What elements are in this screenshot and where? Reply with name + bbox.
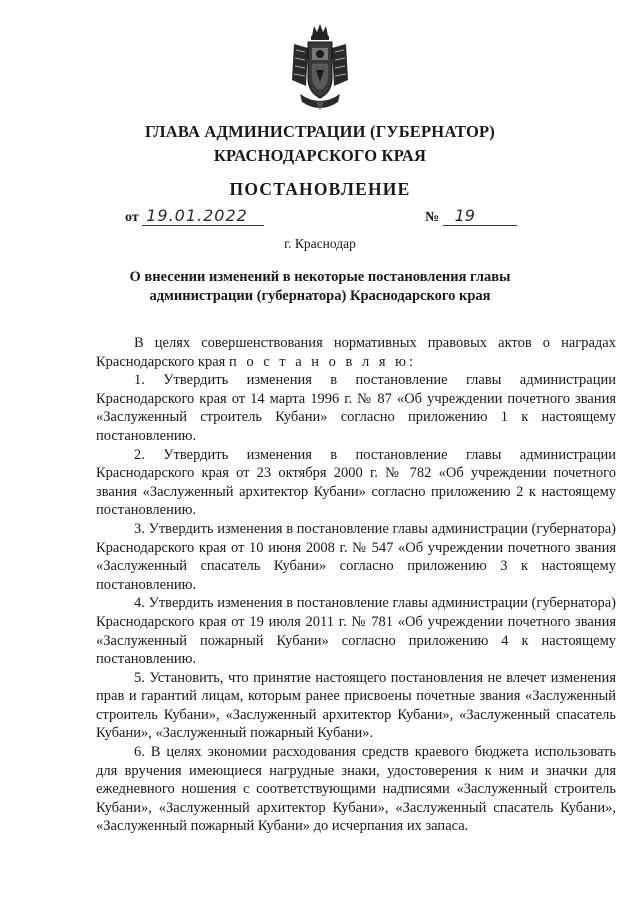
document-subject: О внесении изменений в некоторые постановления главы администрации (губернатора) Краснодарского края: [129, 269, 511, 304]
date-value: 19.01.2022: [142, 206, 264, 226]
authority-name-line1: ГЛАВА АДМИНИСТРАЦИИ (ГУБЕРНАТОР): [145, 122, 495, 141]
list-item: 6. В целях экономии расходования средств краевого бюджета использовать для вручения имеющиеся нагрудные знаки, удостоверения к ним и значки для ежедневного ношения с соответствующими надписями «Заслуженный строитель Кубани», «Заслуженный архитектор Кубани», «Заслуженный спасатель Кубани», «Заслуженный пожарный Кубани» до исчерпания их запаса.: [96, 744, 616, 835]
number-field: [425, 206, 517, 226]
list-item: 5. Установить, что принятие настоящего постановления не влечет изменения прав и гарантий лицам, которым ранее присвоены почетные звания «Заслуженный строитель Кубани», «Заслуженный архитектор Кубани», «Заслуженный спасатель Кубани», «Заслуженный пожарный Кубани».: [96, 669, 616, 742]
date-field: [125, 206, 264, 226]
authority-name-line2: КРАСНОДАРСКОГО КРАЯ: [213, 146, 427, 165]
intro-text: В целях совершенствования нормативных правовых актов о наградах Краснодарского края: [96, 335, 616, 370]
list-item: 1. Утвердить изменения в постановление главы администрации Краснодарского края от 14 марта 1996 г. № 87 «Об учреждении почетного звания «Заслуженный строитель Кубани» согласно приложению 1 к настоящему постановлению.: [96, 372, 616, 444]
number-label: №: [425, 210, 440, 225]
list-item: 3. Утвердить изменения в постановление главы администрации (губернатора) Краснодарского края от 10 июня 2008 г. № 547 «Об учреждении почетного звания «Заслуженный спасатель Кубани» согласно приложению 3 к настоящему постановлению.: [96, 520, 616, 593]
date-label: от: [125, 210, 139, 225]
city: г. Краснодар: [284, 236, 356, 251]
list-item: 4. Утвердить изменения в постановление главы администрации (губернатора) Краснодарского края от 19 июля 2011 г. № 781 «Об учреждении почетного звания «Заслуженный пожарный Кубани» согласно приложению 4 к настоящему постановлению.: [96, 595, 616, 668]
number-value: 19: [443, 206, 517, 226]
intro-paragraph: [96, 334, 616, 371]
intro-keyword: п о с т а н о в л я ю:: [228, 353, 417, 370]
krasnodar-coat-of-arms-icon: [286, 22, 354, 112]
document-type: ПОСТАНОВЛЕНИЕ: [229, 179, 411, 199]
document-body: [96, 334, 616, 836]
list-item: 2. Утвердить изменения в постановление главы администрации Краснодарского края от 23 октября 2000 г. № 782 «Об учреждении почетного звания «Заслуженный архитектор Кубани» согласно приложению 2 к настоящему постановлению.: [96, 446, 616, 519]
